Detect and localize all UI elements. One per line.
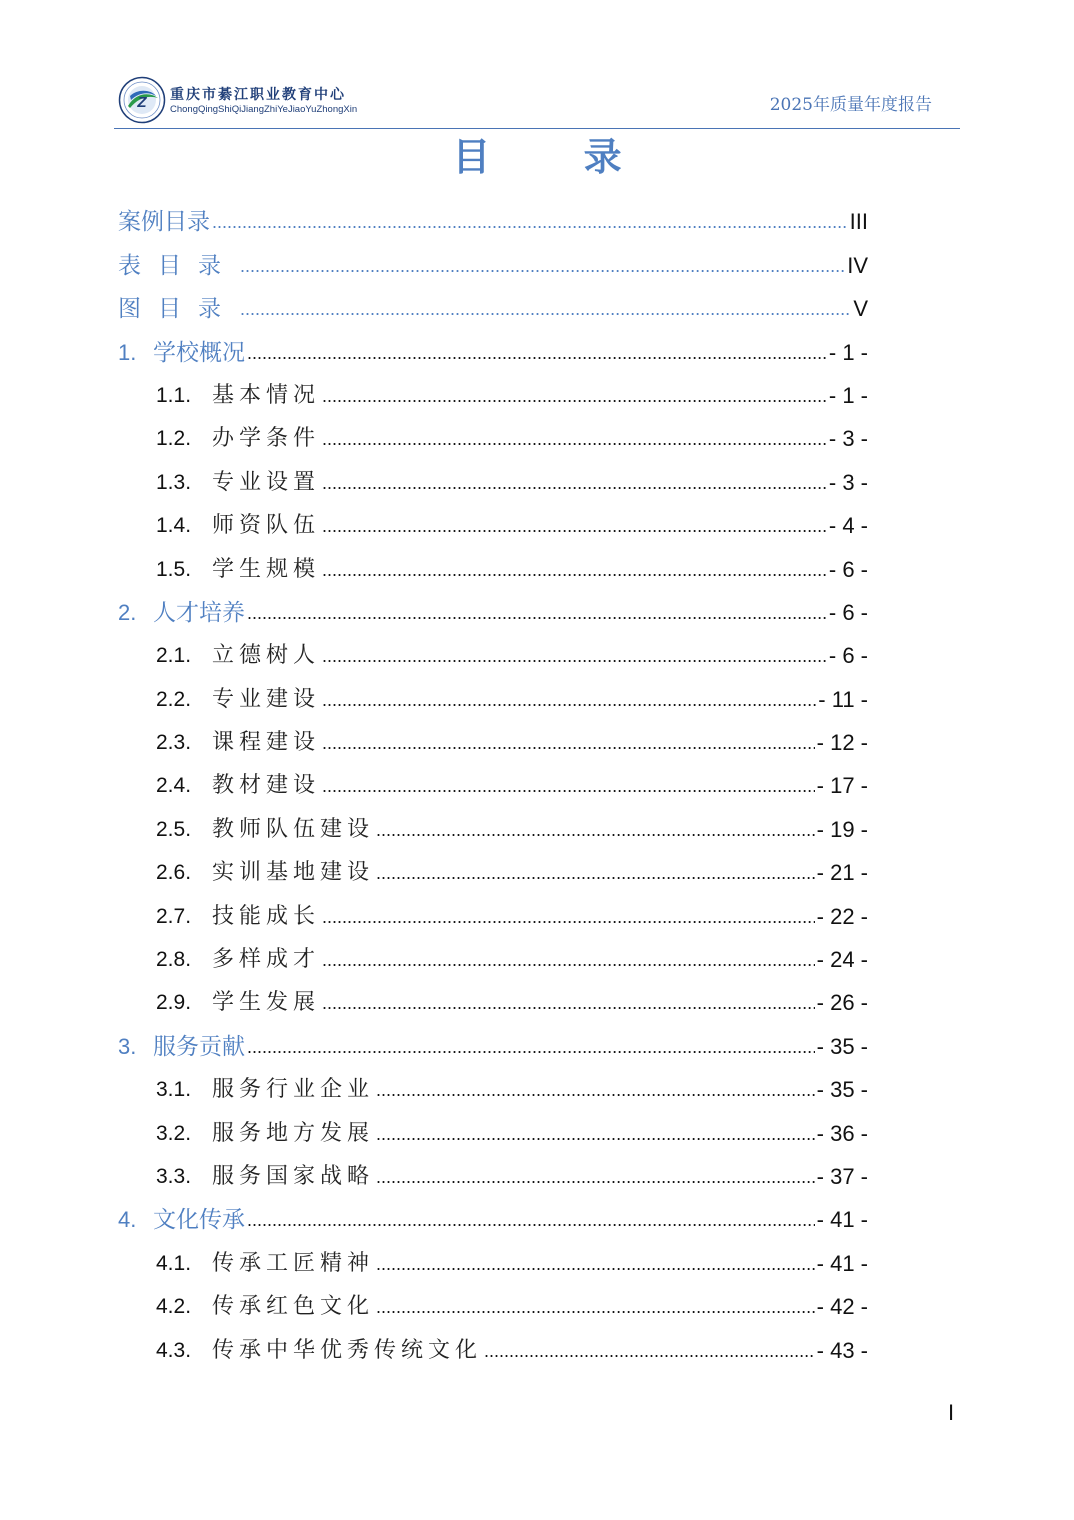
toc-entry-page: - 37 - bbox=[816, 1163, 868, 1189]
page-number: I bbox=[948, 1400, 955, 1425]
toc-entry-page: - 17 - bbox=[816, 773, 868, 799]
toc-entry-number: 2.5. bbox=[156, 817, 192, 841]
toc-leader-dots bbox=[240, 251, 845, 281]
toc-entry[interactable] bbox=[118, 237, 868, 280]
toc-leader-dots bbox=[376, 1162, 815, 1192]
toc-entry[interactable] bbox=[118, 194, 868, 237]
toc-entry-page: V bbox=[853, 296, 868, 322]
toc-entry[interactable] bbox=[118, 1149, 868, 1192]
toc-entry-number: 4.2. bbox=[156, 1295, 192, 1319]
toc-entry-title: 人才培养 bbox=[153, 599, 245, 626]
toc-entry[interactable] bbox=[118, 1322, 868, 1365]
toc-entry[interactable] bbox=[118, 888, 868, 931]
toc-leader-dots bbox=[247, 1205, 815, 1235]
toc-entry-page: - 43 - bbox=[816, 1337, 868, 1363]
toc-entry-number: 2.4. bbox=[156, 774, 192, 798]
toc-entry-number: 3.2. bbox=[156, 1121, 192, 1145]
toc-entry[interactable] bbox=[118, 498, 868, 541]
toc-entry[interactable] bbox=[118, 1018, 868, 1061]
toc-entry-number: 2.7. bbox=[156, 904, 192, 928]
toc-leader-dots bbox=[376, 815, 815, 845]
toc-entry-page: III bbox=[849, 209, 868, 235]
toc-entry-title: 专业建设 bbox=[212, 686, 321, 712]
toc-entry-page: - 6 - bbox=[828, 556, 868, 582]
toc-entry-number: 3.3. bbox=[156, 1164, 192, 1188]
toc-entry[interactable] bbox=[118, 628, 868, 671]
toc-entry-number: 1. bbox=[118, 339, 137, 365]
toc-entry[interactable] bbox=[118, 411, 868, 454]
toc-leader-dots bbox=[322, 988, 815, 1018]
toc-entry-number: 2.2. bbox=[156, 687, 192, 711]
toc-entry[interactable] bbox=[118, 975, 868, 1018]
toc-entry-number: 2.3. bbox=[156, 731, 192, 755]
toc-leader-dots bbox=[322, 728, 815, 758]
toc-leader-dots bbox=[322, 424, 827, 454]
toc-entry-title: 教师队伍建设 bbox=[212, 816, 375, 842]
toc-entry[interactable] bbox=[118, 585, 868, 628]
toc-entry-title: 服务地方发展 bbox=[212, 1120, 375, 1146]
toc-entry-title: 技能成长 bbox=[212, 903, 321, 929]
toc-entry-number: 2.9. bbox=[156, 991, 192, 1015]
toc-entry-page: - 21 - bbox=[816, 860, 868, 886]
toc-entry-number: 2.1. bbox=[156, 644, 192, 668]
toc-entry-title: 传承工匠精神 bbox=[212, 1250, 375, 1276]
toc-leader-dots bbox=[322, 685, 816, 715]
toc-leader-dots bbox=[322, 555, 827, 585]
toc-entry[interactable] bbox=[118, 801, 868, 844]
toc-entry-title: 多样成才 bbox=[212, 947, 321, 973]
toc-leader-dots bbox=[484, 1336, 815, 1366]
toc-entry[interactable] bbox=[118, 1062, 868, 1105]
toc-entry-page: - 26 - bbox=[816, 990, 868, 1016]
toc-leader-dots bbox=[322, 468, 827, 498]
toc-entry-page: - 6 - bbox=[828, 599, 868, 625]
toc-entry-number: 1.3. bbox=[156, 470, 192, 494]
toc-leader-dots bbox=[376, 1075, 815, 1105]
toc-leader-dots bbox=[212, 207, 848, 237]
toc-entry[interactable] bbox=[118, 454, 868, 497]
toc-entry[interactable] bbox=[118, 715, 868, 758]
toc-entry[interactable] bbox=[118, 1192, 868, 1235]
org-name-cn: 重庆市綦江职业教育中心 bbox=[170, 87, 346, 103]
toc-entry[interactable] bbox=[118, 758, 868, 801]
toc-entry-number: 3. bbox=[118, 1033, 137, 1059]
toc-entry-page: - 35 - bbox=[816, 1077, 868, 1103]
toc-entry-title: 传承中华优秀传统文化 bbox=[212, 1337, 483, 1363]
toc-leader-dots bbox=[322, 641, 827, 671]
toc-entry-title: 立德树人 bbox=[212, 643, 321, 669]
toc-entry-title: 服务行业企业 bbox=[212, 1077, 375, 1103]
toc-entry-page: - 41 - bbox=[816, 1250, 868, 1276]
toc-leader-dots bbox=[376, 858, 815, 888]
toc-entry-title: 学校概况 bbox=[153, 339, 245, 366]
toc-entry-number: 1.5. bbox=[156, 557, 192, 581]
toc-entry-page: - 41 - bbox=[816, 1207, 868, 1233]
toc-entry-title: 学生发展 bbox=[212, 990, 321, 1016]
toc-entry-page: - 35 - bbox=[816, 1033, 868, 1059]
toc-entry-number: 4.3. bbox=[156, 1338, 192, 1362]
toc-entry-page: - 6 - bbox=[828, 643, 868, 669]
toc-leader-dots bbox=[376, 1292, 815, 1322]
toc-entry-page: - 42 - bbox=[816, 1294, 868, 1320]
toc-entry-title: 教材建设 bbox=[212, 773, 321, 799]
toc-entry-page: - 11 - bbox=[818, 686, 868, 712]
toc-entry-title: 实训基地建设 bbox=[212, 860, 375, 886]
toc-entry-title: 师资队伍 bbox=[212, 513, 321, 539]
toc-title: 目 录 bbox=[452, 134, 662, 179]
toc-entry-title: 学生规模 bbox=[212, 556, 321, 582]
toc-entry[interactable] bbox=[118, 671, 868, 714]
svg-text:Z: Z bbox=[137, 94, 147, 111]
toc-entry-page: - 22 - bbox=[816, 903, 868, 929]
toc-entry-number: 2.6. bbox=[156, 861, 192, 885]
toc-leader-dots bbox=[322, 771, 815, 801]
toc-entry-number: 1.2. bbox=[156, 427, 192, 451]
toc-entry-number: 2. bbox=[118, 599, 137, 625]
toc-entry-number: 1.4. bbox=[156, 514, 192, 538]
toc-leader-dots bbox=[322, 511, 827, 541]
toc-entry-title: 课程建设 bbox=[212, 730, 321, 756]
toc-entry-page: - 19 - bbox=[816, 816, 868, 842]
toc-entry-page: - 36 - bbox=[816, 1120, 868, 1146]
toc-entry-page: - 24 - bbox=[816, 947, 868, 973]
toc-leader-dots bbox=[322, 381, 827, 411]
toc-entry-number: 3.1. bbox=[156, 1078, 192, 1102]
toc-entry-title: 文化传承 bbox=[153, 1207, 245, 1234]
toc-leader-dots bbox=[322, 945, 815, 975]
toc-entry[interactable] bbox=[118, 324, 868, 367]
toc-entry-title: 传承红色文化 bbox=[212, 1294, 375, 1320]
toc-entry[interactable] bbox=[118, 845, 868, 888]
toc-entry-title: 表目录 bbox=[118, 252, 238, 279]
toc-leader-dots bbox=[376, 1249, 815, 1279]
toc-entry-page: - 12 - bbox=[816, 730, 868, 756]
report-title: 2025年质量年度报告 bbox=[769, 95, 932, 115]
toc-leader-dots bbox=[247, 1032, 815, 1062]
toc-entry-title: 图目录 bbox=[118, 296, 238, 323]
toc-entry[interactable] bbox=[118, 1105, 868, 1148]
toc-entry[interactable] bbox=[118, 932, 868, 975]
toc-entry[interactable] bbox=[118, 1235, 868, 1278]
toc-entry-page: - 3 - bbox=[828, 426, 868, 452]
school-logo bbox=[118, 76, 166, 124]
toc-entry[interactable] bbox=[118, 1279, 868, 1322]
toc-entry[interactable] bbox=[118, 368, 868, 411]
toc-leader-dots bbox=[322, 902, 815, 932]
toc-leader-dots bbox=[376, 1119, 815, 1149]
toc-entry-page: - 1 - bbox=[828, 339, 868, 365]
toc-leader-dots bbox=[240, 294, 851, 324]
toc-entry-title: 办学条件 bbox=[212, 426, 321, 452]
toc-entry-page: - 1 - bbox=[828, 382, 868, 408]
toc-entry[interactable] bbox=[118, 541, 868, 584]
org-name bbox=[170, 86, 357, 116]
toc-entry-page: - 4 - bbox=[828, 513, 868, 539]
toc-leader-dots bbox=[247, 338, 827, 368]
toc-entry-page: - 3 - bbox=[828, 469, 868, 495]
toc-leader-dots bbox=[247, 598, 827, 628]
table-of-contents bbox=[118, 194, 868, 1366]
toc-entry-number: 2.8. bbox=[156, 948, 192, 972]
toc-entry-title: 基本情况 bbox=[212, 382, 321, 408]
toc-entry[interactable] bbox=[118, 281, 868, 324]
toc-entry-title: 专业设置 bbox=[212, 469, 321, 495]
page-header bbox=[114, 72, 960, 129]
toc-entry-title: 服务贡献 bbox=[153, 1033, 245, 1060]
org-name-en: ChongQingShiQiJiangZhiYeJiaoYuZhongXin bbox=[170, 104, 358, 115]
toc-entry-title: 服务国家战略 bbox=[212, 1163, 375, 1189]
toc-entry-title: 案例目录 bbox=[118, 209, 210, 236]
toc-entry-number: 4.1. bbox=[156, 1251, 192, 1275]
toc-entry-number: 1.1. bbox=[156, 383, 192, 407]
toc-entry-number: 4. bbox=[118, 1207, 137, 1233]
toc-entry-page: IV bbox=[847, 252, 868, 278]
